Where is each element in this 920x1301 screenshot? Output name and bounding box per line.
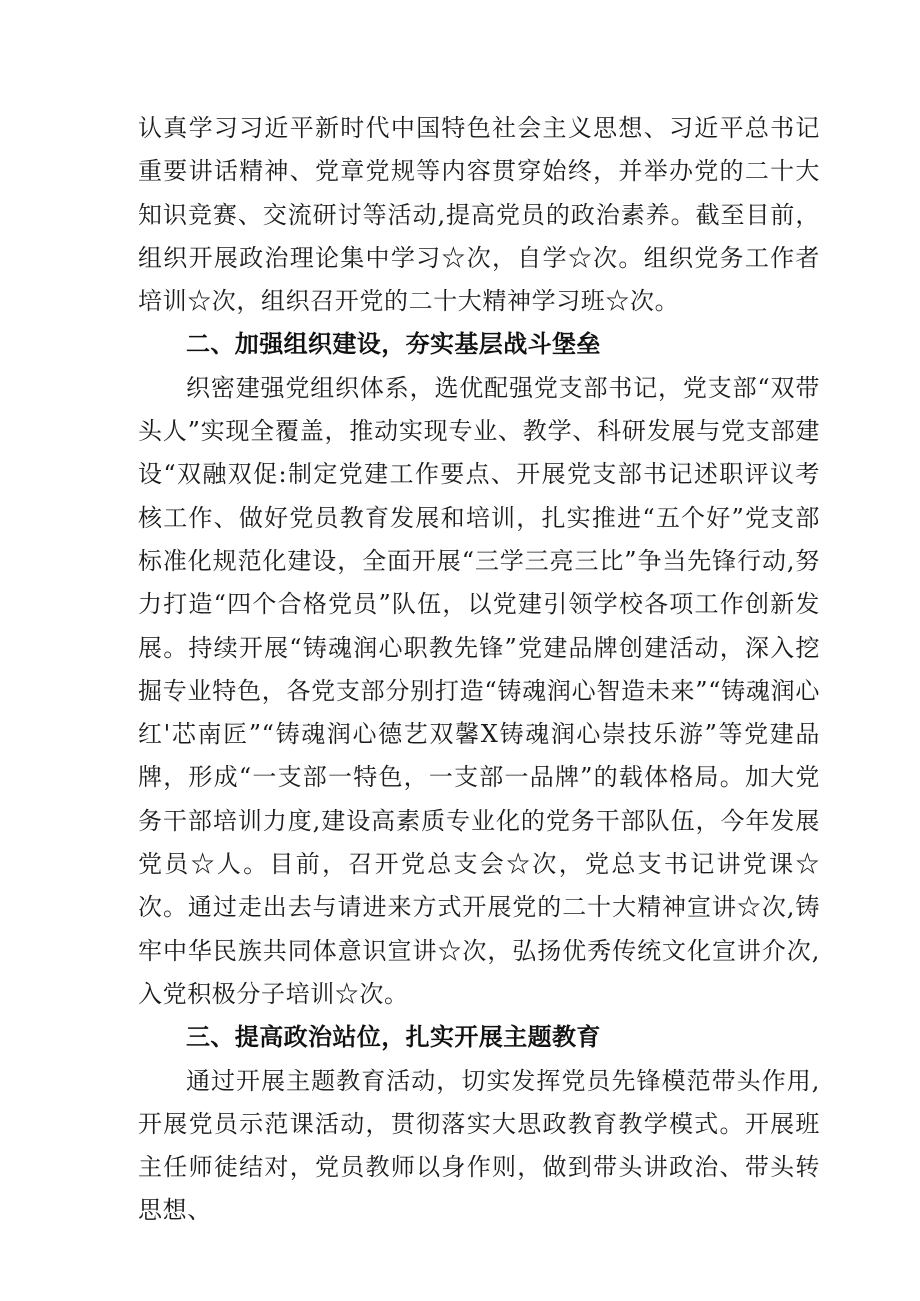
section-heading-theme-education: 三、提高政治站位，扎实开展主题教育 [186, 1023, 601, 1052]
paragraph-organization-building: 织密建强党组织体系，选优配强党支部书记，党支部“双带头人”实现全覆盖，推动实现专业、教学、科研发展与党支部建设“双融双促:制定党建工作要点、开展党支部书记述职评议考核工作、做好党员教育发展和培训，扎实推进“五个好”党支部标准化规范化建设，全面开展“三学三亮三比”争当先锋行动,努力打造“四个合格党员”队伍，以党建引领学校各项工作创新发展。持续开展“铸魂润心职教先锋”党建品牌创建活动，深入挖掘专业特色，各党支部分别打造“铸魂润心智造未来”“铸魂润心红'芯南匠”“铸魂润心德艺双馨X铸魂润心崇技乐游”等党建品牌，形成“一支部一特色，一支部一品牌”的载体格局。加大党务干部培训力度,建设高素质专业化的党务干部队伍，今年发展党员☆人。目前，召开党总支会☆次，党总支书记讲党课☆次。通过走出去与请进来方式开展党的二十大精神宣讲☆次,铸牢中华民族共同体意识宣讲☆次，弘扬优秀传统文化宣讲介次,入党积极分子培训☆次。 [138, 373, 820, 1008]
paragraph-theme-education: 通过开展主题教育活动，切实发挥党员先锋模范带头作用,开展党员示范课活动，贯彻落实大思政教育教学模式。开展班主任师徒结对，党员教师以身作则，做到带头讲政治、带头转思想、 [138, 1066, 820, 1225]
section-heading-organization: 二、加强组织建设，夯实基层战斗堡垒 [186, 330, 601, 359]
paragraph-theory-study: 认真学习习近平新时代中国特色社会主义思想、习近平总书记重要讲话精神、党章党规等内容贯穿始终，并举办党的二十大知识竞赛、交流研讨等活动,提高党员的政治素养。截至目前，组织开展政治理论集中学习☆次，自学☆次。组织党务工作者培训☆次，组织召开党的二十大精神学习班☆次。 [138, 114, 820, 316]
